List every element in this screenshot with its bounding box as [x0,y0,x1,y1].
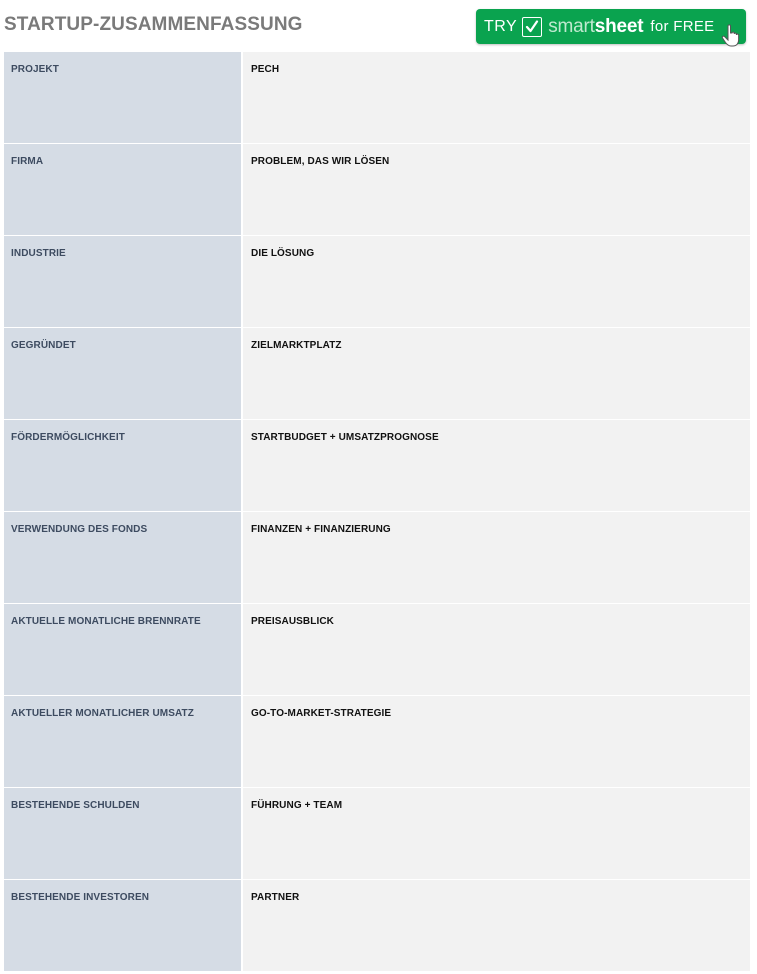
row-label: PROJEKT [4,52,243,143]
row-label: BESTEHENDE SCHULDEN [4,788,243,879]
row-label: INDUSTRIE [4,236,243,327]
row-value[interactable]: PECH [243,52,750,143]
row-label: FÖRDERMÖGLICHKEIT [4,420,243,511]
row-label: AKTUELLE MONATLICHE BRENNRATE [4,604,243,695]
table-row [4,880,750,972]
table-row [4,52,750,144]
header [0,0,757,52]
brand-light: smart [548,15,595,37]
row-label: GEGRÜNDET [4,328,243,419]
summary-table [4,52,750,972]
row-label: FIRMA [4,144,243,235]
table-row [4,420,750,512]
row-value[interactable]: GO-TO-MARKET-STRATEGIE [243,696,750,787]
table-row [4,604,750,696]
row-value[interactable]: FINANZEN + FINANZIERUNG [243,512,750,603]
row-value[interactable]: ZIELMARKTPLATZ [243,328,750,419]
brand-bold: sheet [594,15,644,37]
cta-try-label: TRY [484,17,518,35]
table-row [4,788,750,880]
page-title: STARTUP-ZUSAMMENFASSUNG [4,14,303,35]
table-row [4,328,750,420]
row-label: VERWENDUNG DES FONDS [4,512,243,603]
table-row [4,144,750,236]
row-value[interactable]: PROBLEM, DAS WIR LÖSEN [243,144,750,235]
row-value[interactable]: FÜHRUNG + TEAM [243,788,750,879]
row-label: BESTEHENDE INVESTOREN [4,880,243,971]
table-row [4,696,750,788]
try-smartsheet-button[interactable] [476,9,746,44]
row-value[interactable]: PREISAUSBLICK [243,604,750,695]
row-value[interactable]: DIE LÖSUNG [243,236,750,327]
row-value[interactable]: PARTNER [243,880,750,971]
row-value[interactable]: STARTBUDGET + UMSATZPROGNOSE [243,420,750,511]
brand-logo-text [548,16,643,38]
checkmark-icon [522,17,542,37]
table-row [4,236,750,328]
cta-free-label: for FREE [650,18,715,35]
row-label: AKTUELLER MONATLICHER UMSATZ [4,696,243,787]
table-row [4,512,750,604]
pointer-hand-icon [720,23,742,47]
